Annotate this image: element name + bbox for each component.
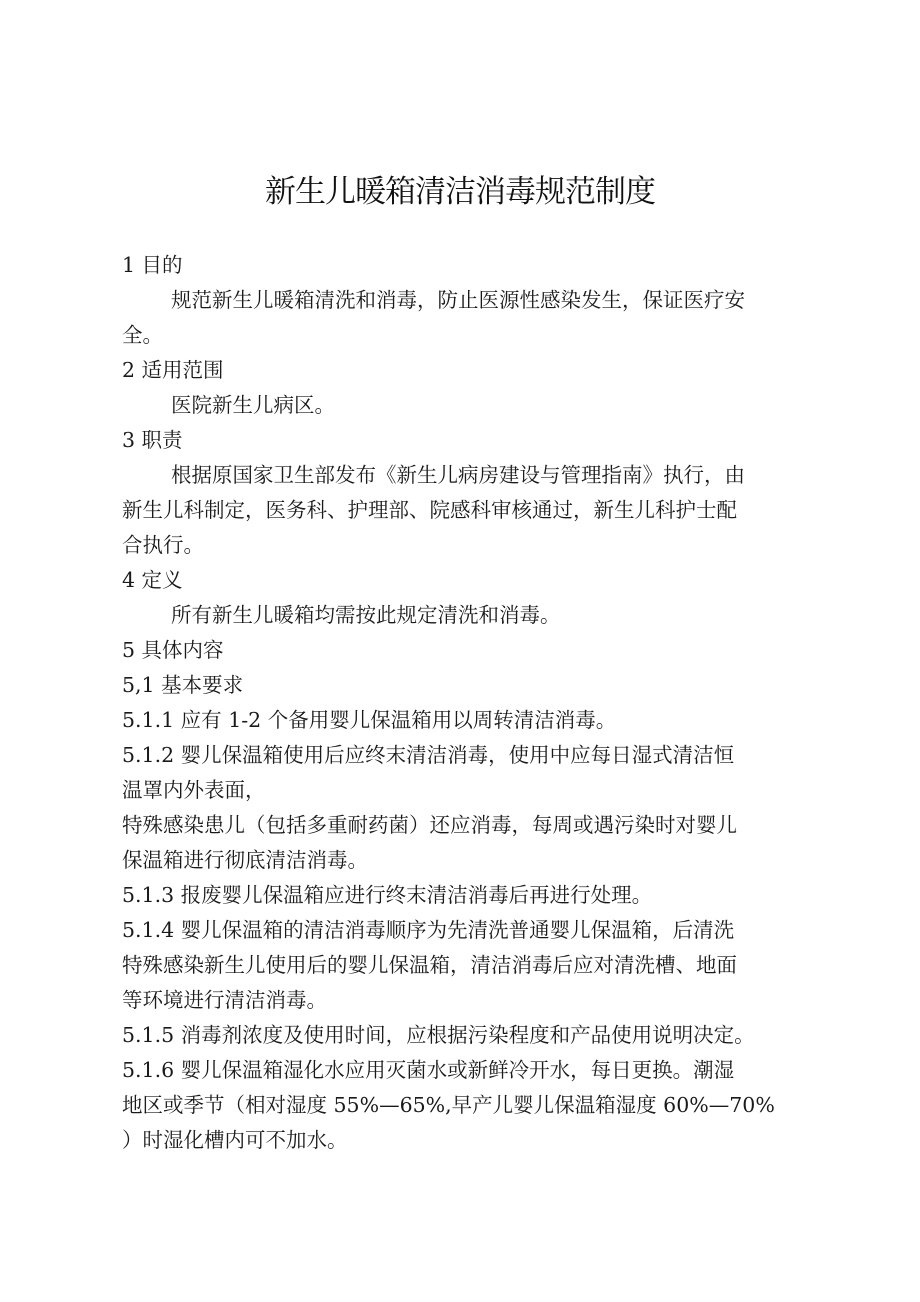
clause-line: 5.1.1 应有 1-2 个备用婴儿保温箱用以周转清洁消毒。 [122, 708, 617, 732]
section-heading-content: 5 具体内容 [122, 638, 224, 662]
paragraph-line: 全。 [122, 323, 163, 347]
paragraph-line: 合执行。 [122, 533, 204, 557]
clause-line: 5.1.4 婴儿保温箱的清洁消毒顺序为先清洗普通婴儿保温箱，后清洗 [122, 918, 735, 942]
clause-line: 5.1.2 婴儿保温箱使用后应终末清洁消毒，使用中应每日湿式清洁恒 [122, 743, 735, 767]
paragraph-line: 根据原国家卫生部发布《新生儿病房建设与管理指南》执行，由 [171, 463, 745, 487]
clause-line: 地区或季节（相对湿度 55%—65%,早产儿婴儿保温箱湿度 60%—70% [122, 1093, 775, 1117]
clause-line: 5.1.3 报废婴儿保温箱应进行终末清洁消毒后再进行处理。 [122, 883, 653, 907]
paragraph-line: 所有新生儿暖箱均需按此规定清洗和消毒。 [171, 603, 561, 627]
section-heading-definition: 4 定义 [122, 568, 183, 592]
clause-line: 5.1.5 消毒剂浓度及使用时间，应根据污染程度和产品使用说明决定。 [122, 1023, 755, 1047]
paragraph-line: 医院新生儿病区。 [171, 393, 335, 417]
clause-line: 5.1.6 婴儿保温箱湿化水应用灭菌水或新鲜冷开水，每日更换。潮湿 [122, 1058, 735, 1082]
clause-line: 等环境进行清洁消毒。 [122, 988, 327, 1012]
clause-line: 温罩内外表面， [122, 778, 266, 802]
clause-line: ）时湿化槽内可不加水。 [122, 1128, 348, 1152]
clause-line: 保温箱进行彻底清洁消毒。 [122, 848, 368, 872]
paragraph-line: 规范新生儿暖箱清洗和消毒，防止医源性感染发生，保证医疗安 [171, 288, 745, 312]
clause-line: 特殊感染新生儿使用后的婴儿保温箱，清洁消毒后应对清洗槽、地面 [122, 953, 737, 977]
section-heading-purpose: 1 目的 [122, 253, 183, 277]
clause-line: 特殊感染患儿（包括多重耐药菌）还应消毒，每周或遇污染时对婴儿 [122, 813, 737, 837]
section-heading-scope: 2 适用范围 [122, 358, 224, 382]
section-heading-responsibility: 3 职责 [122, 428, 183, 452]
document-body [122, 248, 822, 1158]
document-title: 新生儿暖箱清洁消毒规范制度 [265, 174, 655, 210]
subsection-heading-basic-requirements: 5,1 基本要求 [122, 673, 244, 697]
paragraph-line: 新生儿科制定，医务科、护理部、院感科审核通过，新生儿科护士配 [122, 498, 737, 522]
